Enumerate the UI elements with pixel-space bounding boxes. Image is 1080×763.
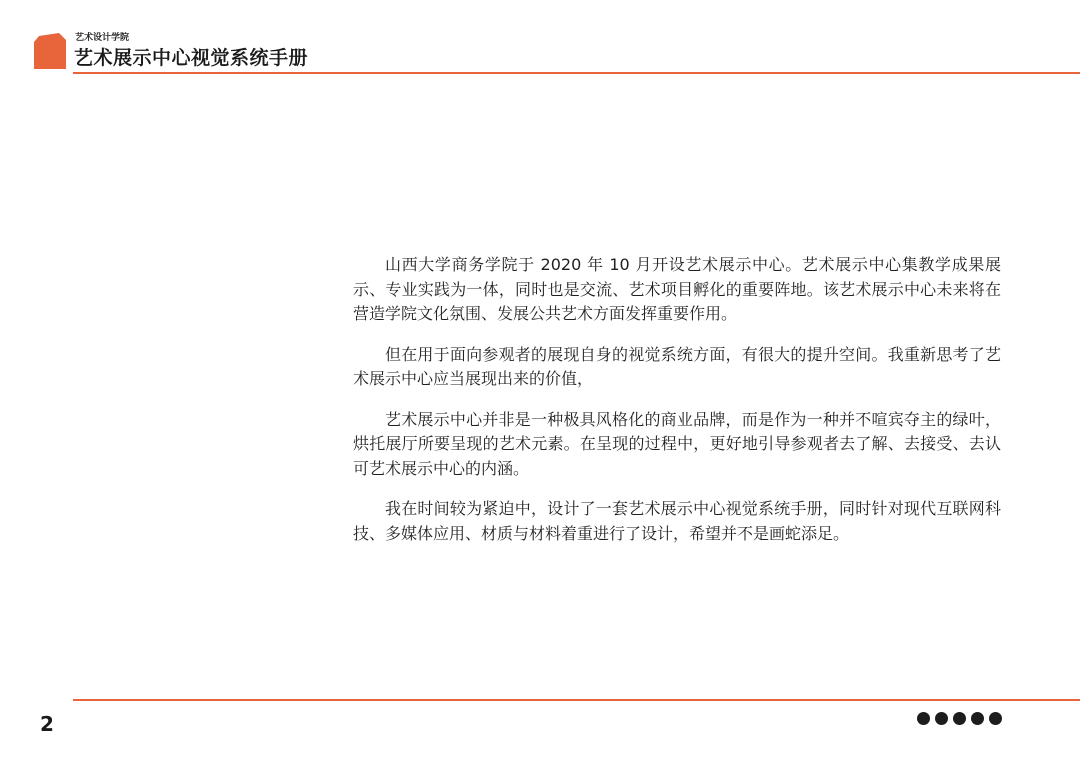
logo-icon: [34, 33, 66, 69]
paragraph-4: 我在时间较为紧迫中，设计了一套艺术展示中心视觉系统手册，同时针对现代互联网科技、多媒体应用、材质与材料着重进行了设计，希望并不是画蛇添足。: [353, 499, 1001, 543]
page-dots: [917, 712, 1002, 725]
dot-icon: [953, 712, 966, 725]
dot-icon: [935, 712, 948, 725]
header-divider: [73, 72, 1080, 74]
page-number: 2: [40, 712, 54, 736]
paragraph-2: 但在用于面向参观者的展现自身的视觉系统方面，有很大的提升空间。我重新思考了艺术展示中心应当展现出来的价值，: [353, 344, 1001, 388]
intro-text: [353, 253, 1001, 562]
paragraph-3: 艺术展示中心并非是一种极具风格化的商业品牌，而是作为一种并不喧宾夺主的绿叶，烘托展厅所要呈现的艺术元素。在呈现的过程中，更好地引导参观者去了解、去接受、去认可艺术展示中心的内涵。: [353, 409, 1001, 478]
dot-icon: [971, 712, 984, 725]
footer-divider: [73, 699, 1080, 701]
dot-icon: [989, 712, 1002, 725]
manual-title: 艺术展示中心视觉系统手册: [74, 47, 309, 69]
org-name: 艺术设计学院: [75, 33, 130, 43]
dot-icon: [917, 712, 930, 725]
paragraph-1: 山西大学商务学院于 2020 年 10 月开设艺术展示中心。艺术展示中心集教学成果展示、专业实践为一体，同时也是交流、艺术项目孵化的重要阵地。该艺术展示中心未来将在营造学院文化氛围、发展公共艺术方面发挥重要作用。: [353, 255, 1001, 323]
